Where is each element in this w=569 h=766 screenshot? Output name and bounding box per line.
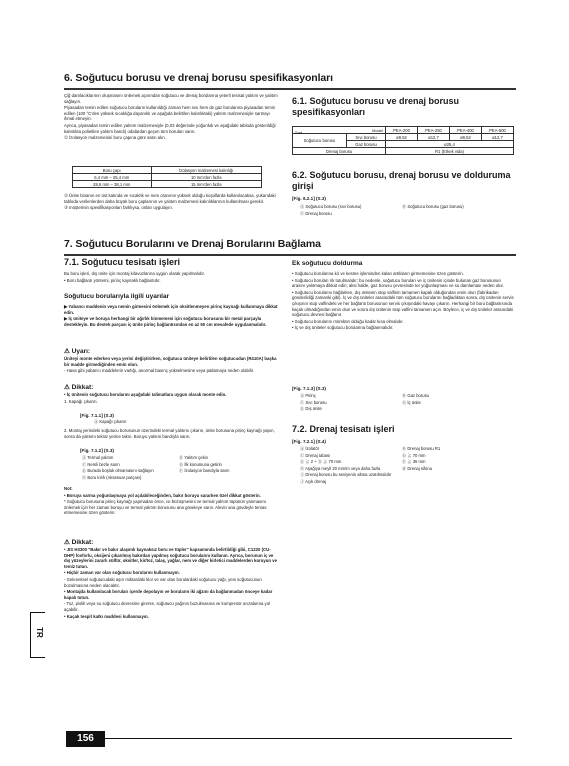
legend-item: Ⓗ Drenaj sifonu (402, 465, 433, 471)
fig-7-2-1-legend (300, 446, 514, 486)
legend-item: Ⓑ Yalıtım çekin (179, 455, 208, 460)
row-label-cell: Drenaj borusu (293, 148, 386, 155)
language-tab (30, 612, 45, 658)
legend-item: Ⓒ Sıvı borusu (300, 399, 327, 405)
legend-item: Ⓑ Drenaj borusu R1 (402, 446, 441, 451)
legend-item: Ⓐ İzolatör (300, 446, 320, 451)
uyari-block-title (64, 347, 90, 355)
model-cell: PEA-200 (386, 127, 418, 134)
fig-7-1-1-legend: Ⓐ Kapağı çıkarın (94, 419, 127, 424)
dikkat-label: Dikkat: (71, 384, 94, 391)
table-row (73, 181, 262, 188)
dikkat2-text (64, 547, 278, 620)
note-1: ① İzolasyon malzemesini boru çapına göre satın alın. (64, 135, 166, 141)
not-line: * Soğutucu borusuna pirinç kaynağı yapmadan önce, ısı büzüşmesini ve termal yalıtım tüpünün yanmasını önlemek için her zaman boruyu ve termal yalıtım borusunu ana göveleye sarın. Alevin ana gövdeyle temas etmemesine özen gösterin. (64, 499, 267, 516)
legend-item: Ⓒ Drenaj borusu (300, 210, 332, 216)
body-line: • Boru bağlantı yöntemi, pirinç kaynaklı bağlantıdır. (64, 277, 161, 283)
fig-7-2-1-ref: [Fig. 7.2.1] (S.4) (292, 439, 326, 444)
section-6-rule (64, 88, 516, 90)
legend-item: Ⓐ Soğutucu borusu (sıvı borusu) (300, 204, 362, 209)
table-row (293, 148, 514, 155)
section-6-intro (64, 93, 278, 142)
section-6-1-title: 6.1. Soğutucu borusu ve drenaj borusu spesifikasyonları (292, 96, 460, 117)
ek-bullet: • İç ve dış üniteler soğutucu borularına bağlanmalıdır. (292, 325, 394, 331)
legend-row (300, 459, 514, 466)
table-cell: ø9,52 (386, 134, 418, 141)
not-line: • Boruya sarma yoğunlaşmaya yol açılabileceğinden, bakır boruyu sararken özel dikkat gösterin. (64, 492, 261, 498)
legend-item: Ⓔ Dış ünite (300, 406, 322, 412)
legend-row (300, 400, 514, 407)
legend-row (300, 393, 514, 400)
intro-paragraph: Piyasadan temin edilen soğutucu boruların kullanıldığı zaman hem sıvı hem de gaz borularına piyasadan temin edilen (100 °C'den yüksek sıcaklığa dayanıklı ve aşağıda belirtilen kalınlıktaki) yalıtım malzemesiyle sarmayı ihmal etmeyin. (64, 105, 276, 122)
intro-paragraph: Çiğ damlacıklarının oluşmasını önlemek açısından soğutucu ve drenaj borularına yeterli tesisat yalıtım ve yalıtım sağlayın. (64, 93, 278, 104)
legend-row (82, 455, 276, 462)
corner-top-label: Model (372, 127, 384, 133)
fig-6-2-1-ref: [Fig. 6.2.1] (S.3) (292, 196, 326, 201)
uyari-text (64, 356, 278, 375)
dikkat-block-title (64, 383, 93, 391)
dikkat2-label: Dikkat: (71, 539, 94, 546)
section-7-2-title: 7.2. Drenaj tesisatı işleri (292, 424, 395, 434)
piping-warnings (64, 304, 278, 328)
section-6-title: 6. Soğutucu borusu ve drenaj borusu spesifikasyonları (64, 72, 333, 84)
dikkat-text (64, 392, 278, 405)
step-2: 2. Montaj yerindeki soğutucu borusunun üzerindeki termal yalıtımı çıkarın, ünite borusuna pirinç kaynağı yapın, sonra da yalıtımı tekrar yerine takın. Boruyu yalıtım bandıyla sarın. (64, 428, 275, 439)
legend-item: Ⓓ İlk konumuna getirin (179, 461, 222, 467)
model-cell: PEA-400 (450, 127, 482, 134)
fig-6-2-1-legend (300, 204, 514, 217)
legend-item: Ⓙ Açık drenaj (300, 478, 327, 484)
uyari-line: - Hava gibi yabancı maddelerin varlığı, anormal basınç yükselmesine veya patlamaya neden olabilir. (64, 368, 255, 374)
fig-7-1-1-ref: [Fig. 7.1.1] (S.3) (80, 413, 114, 418)
table-header-row (293, 127, 514, 134)
legend-row (300, 204, 514, 211)
step-1: 1. Kapağı çıkarın. (64, 398, 98, 404)
table-cell: ø12,7 (481, 134, 513, 141)
warning-item: ▶ Yabancı maddenin veya nemin girmesini önlemek için oksitlenmeyen pirinç kaynağı kullanmaya dikkat edin. (64, 304, 278, 315)
table-cell: 10 mm'den fazla (151, 174, 262, 181)
not-block (64, 486, 278, 517)
legend-row (300, 446, 514, 453)
ek-bullet: • Soğutucu borularını mümkün olduğu kadar kısa olmalıdır. (292, 318, 404, 324)
row-label-cell: Gaz borusu (346, 141, 385, 148)
model-cell: PEA-500 (481, 127, 513, 134)
warning-item: ▶ İç üniteye ve boruya herhangi bir ağırlık binmemesi için soğutucu borusunu bir metal parçayla destekleyin. Bu destek parçası iç ünite pirinç bağlantısından en az 50 cm mesafede uygulanmalıdır. (64, 316, 267, 327)
section-6-2-title: 6.2. Soğutucu borusu, drenaj borusu ve dolduruma girişi (292, 170, 511, 191)
section-6-notes (64, 193, 278, 212)
legend-item: Ⓕ İzolasyon bandıyla sarın (179, 468, 230, 474)
fig-7-1-2-legend (82, 455, 276, 481)
footer-rule (104, 738, 512, 739)
table-header-cell: Boru çapı (73, 167, 152, 174)
legend-item: Ⓖ Aşağıya meyil 20 mm/m veya daha fazla (300, 465, 381, 471)
legend-item: Ⓕ ≧ 35 mm (402, 459, 426, 465)
dikkat2-block-title (64, 538, 93, 546)
corner-bottom-label: Sıra (295, 130, 303, 135)
table-cell: ø12,7 (418, 134, 450, 141)
legend-row (82, 468, 276, 475)
table-cell: ø25,4 (386, 141, 514, 148)
not-label: Not: (64, 486, 73, 491)
ek-bullet: • Soğutucu boruları rik tutulmalıdır; bu nedenle, soğutucu boruları ve iç ünitenin içinde bulunan gaz borusunun arasını yalıtmaya dikkat edin; aksi halde, gaz borusu çevresinde ter yoğunlaşması ve su damlaması neden olur. (292, 277, 504, 289)
warning-triangle-icon: ⚠ (64, 539, 70, 546)
legend-item: Ⓔ ≧ 2 + Ⓓ ≧ 70 mm (300, 459, 342, 465)
legend-item: Ⓐ Pirinç (300, 393, 316, 398)
ek-title: Ek soğutucu doldurma (292, 260, 363, 267)
legend-item: Ⓒ Nemli bezle sarın (82, 461, 120, 467)
legend-item: Ⓒ Drenaj tabası (300, 452, 331, 458)
fig-7-1-3-legend (300, 393, 514, 413)
legend-item: Ⓓ İç ünite (402, 399, 421, 405)
dikkat2-line: • Hiçbir zaman var olan soğutucu borularını kullanmayın. (64, 570, 180, 576)
section-7-1-intro (64, 271, 278, 284)
warning-triangle-icon: ⚠ (64, 384, 70, 391)
uyari-line: Üniteyi monte ederken veya yerini değiştirirken, soğutucu üniteye belirtilen soğutucudan (R410A) başka bir madde girmediğinden emin olun. (64, 356, 277, 367)
legend-item: Ⓖ Boru kılıfı (Aksesuar parçası) (82, 474, 142, 480)
ek-bullet: • Soğutucu borularını bağlarken, dış ünitenin stop valfinin tamamen kapalı olduğundan emin olun (fabrikadan gönderildiği zamanki gibi). İç ve dış üniteler arasındaki tüm soğutucu borularını bağladıktan sonra, dış ünitenin servis çıkışının stop valfindeki ve her bağlantı borusunun servis çıkışındaki havayı çıkarın. Herhangi bir boru bağlantısında kaçak olmadığından emin olun ve sonra dış ünitenin stop valfini tamamen açın. Böylece, iç ve dış üniteler arasındaki soğutucu devresi bağlanır. (292, 289, 514, 318)
page-number: 156 (66, 731, 105, 747)
table-row (293, 134, 514, 141)
table-header-row (73, 167, 262, 174)
dikkat2-line: • Montajda kullanılacak boruları içerde depolayın ve boruların iki ağzını da bağlanmadan önceye kadar kapalı tutun. (64, 589, 273, 600)
body-line: Bu boru işleri, dış ünite için montaj kılavuzlarına uygun olarak yapılmalıdır. (64, 271, 205, 276)
spec-table (292, 126, 514, 155)
fig-7-1-3-ref: [Fig. 7.1.3] (S.3) (292, 386, 326, 391)
row-label-cell: Sıvı borusu (346, 134, 385, 141)
legend-item: Ⓐ Termal yalıtım (82, 455, 114, 460)
piping-warnings-heading: Soğutucu borularıyla ilgili uyarılar (64, 293, 170, 300)
table-header-cell: İzolasyon malzemesi kalınlığı (151, 167, 262, 174)
note-3: ③ müşterinin spesifikasyonları farklıysa, onları uygulayın. (64, 205, 173, 211)
warning-triangle-icon: ⚠ (64, 348, 70, 355)
group-label-cell: Soğutucu borusu (293, 134, 347, 148)
table-row (73, 174, 262, 181)
dikkat2-line: - Toz, pislik veya su soğutucu devresine girerse, soğutucu yağının bozulmasına ve kompresör arızalarına yol açabilir. (64, 601, 271, 612)
table-cell: 6,4 mm – 25,4 mm (73, 174, 152, 181)
ek-text (292, 271, 514, 332)
fig-7-1-2-ref: [Fig. 7.1.2] (S.3) (80, 448, 114, 453)
section-7-title: 7. Soğutucu Borularını ve Drenaj Borularını Bağlama (64, 238, 321, 250)
table-cell: 15 mm'den fazla (151, 181, 262, 188)
table-corner-cell (293, 127, 386, 134)
model-cell: PEA-250 (418, 127, 450, 134)
dikkat2-line: • JIS H3300 "Bakır ve bakır alaşımlı kaynaksız boru ve tüpler" kapsamında belirtildiği gibi, C1220 (CU-DHP) fosforlu, oksijeni çıkarılmış bakırdan yapılmış soğutucu borularını kullanın. Ayrıca, borunun iç ve dış yüzeylerini zararlı sülfür, oksitler, kir/toz, talaş, yağlar, nem ve diğer kirletici maddelerden koruyun ve temiz tutun. (64, 547, 278, 569)
uyari-label: Uyarı: (71, 348, 91, 355)
dikkat2-line: • Kaçak tespit katkı maddesi kullanmayın. (64, 613, 149, 619)
legend-item: Ⓓ ≧ 70 mm (402, 452, 426, 458)
legend-item: Ⓘ Drenaj borusu bu seviyenin altına uzatılmalıdır (300, 472, 392, 478)
dikkat-line: • İç ünitenin soğutucu borularını aşağıdaki talimatlara uygun olarak monte edin. (64, 392, 227, 397)
language-tab-label: TR (34, 627, 44, 638)
dikkat2-line: - Geleneksel soğutucudaki aşırı miktardaki klor ve var olan borulardaki soğutucu yağı, yeni soğutucunun bozulmasına neden olacaktır. (64, 576, 262, 588)
ek-bullet: • Soğutucu borularına kir ve kesme işleminden kalan artıkların girmemesine özen gösterin. (292, 271, 464, 276)
note-2: ② Ünite binanın en üst katında ve sıcaklık ve nem oranının yüksek olduğu koşullarda kullanılacaksa, yukarıdaki tabloda verilenlerden daha büyük boru çaplarının ve yalıtım malzemesi kalınlıklarının kullanılması gerekir. (64, 193, 276, 204)
table-cell: R1 (Erkek vida) (386, 148, 514, 155)
section-7-rule (64, 254, 516, 256)
insulation-table (72, 166, 262, 188)
legend-item: Ⓑ Gaz borusu (402, 393, 429, 398)
legend-item: Ⓔ Burada boşluk olmamasını sağlayın (82, 468, 154, 474)
table-cell: 28,6 mm – 38,1 mm (73, 181, 152, 188)
intro-paragraph: Ayrıca, piyasadan temin edilen yalıtım malzemesiyle (0,03 değerinde yoğunluk ve aşağıdaki tabloda gösterildiği kalınlıkta polietilen yalıtım bandı) odalardan geçen tüm boruları sarın. (64, 122, 276, 134)
table-cell: ø9,52 (450, 134, 482, 141)
section-7-1-title: 7.1. Soğutucu tesisatı işleri (64, 257, 181, 267)
legend-item: Ⓑ Soğutucu borusu (gaz borusu) (402, 204, 464, 209)
